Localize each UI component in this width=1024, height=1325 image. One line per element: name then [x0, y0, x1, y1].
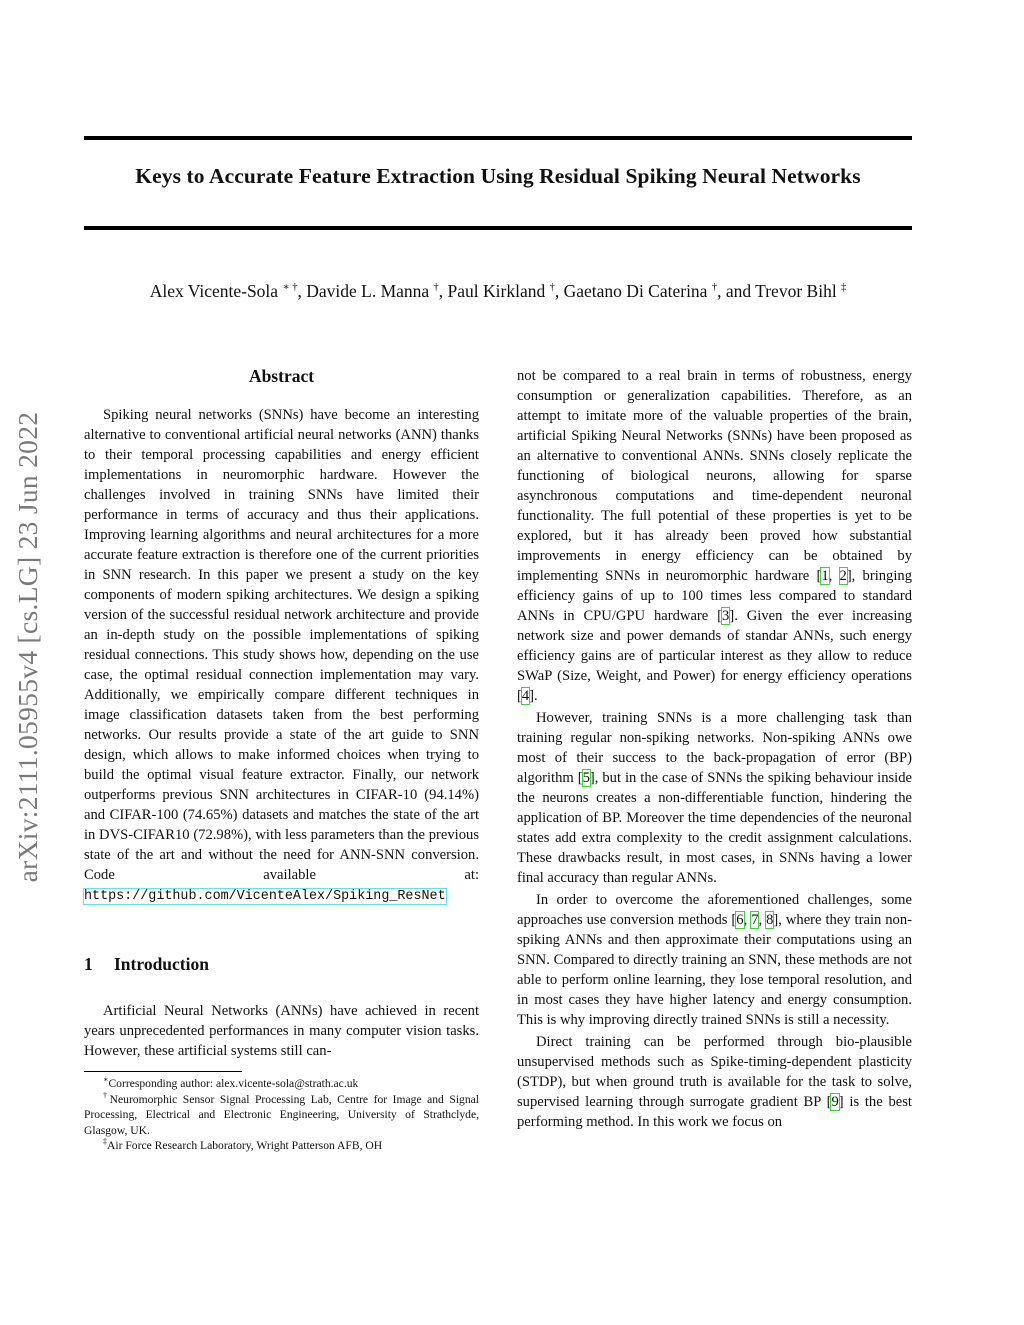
body-text: Direct training can be performed through bio-plausible unsupervised methods such as Spike-timing-dependent plasticity (STDP), but when ground truth is available for the task to solve, supervised learning through surrogate gradient BP [ [517, 1034, 912, 1110]
body-text: ], where they train non-spiking ANNs and then approximate their computations using an SNN. Compared to directly training an SNN, these methods are not able to perform online learning, they lose temporal resolution, and in most cases they have higher latency and energy consumption. This is why improving directly trained SNNs is still a necessity. [517, 912, 913, 1028]
author-name: Gaetano Di Caterina [563, 281, 708, 301]
footnote-rule [84, 1071, 242, 1072]
footnote-text: Corresponding author: alex.vicente-sola@strath.ac.uk [108, 1077, 359, 1090]
title-top-rule [84, 136, 912, 140]
affiliation-mark: ‡ [841, 282, 847, 293]
footnote [84, 1076, 479, 1092]
body-paragraph [517, 890, 912, 1030]
citation-separator: , [743, 912, 752, 928]
citation-link[interactable]: 5 [582, 770, 590, 786]
body-text: ] is the best performing method. In this work we focus on [517, 1094, 912, 1130]
abstract-heading: Abstract [248, 366, 315, 386]
body-text: However, training SNNs is a more challenging task than training regular non-spiking networks. Non-spiking ANNs owe most of their success to the back-propagation of error (BP) algorithm [ [517, 710, 912, 786]
citation-link[interactable]: 8 [766, 912, 774, 928]
body-text: ]. [529, 688, 538, 704]
body-text: not be compared to a real brain in terms of robustness, energy consumption or generalization capabilities. Therefore, as an attempt to imitate more of the valuable properties of the brain, artificial Spiking Neural Networks (SNNs) have been proposed as an alternative to conventional ANNs. SNNs closely replicate the functioning of biological neurons, allowing for sparse asynchronous computations and time-dependent neuronal functionality. The full potential of these properties is yet to be explored, but it has already been proved how substantial improvements in energy efficiency can be obtained by implementing SNNs in neuromorphic hardware [ [517, 368, 912, 584]
citation-link[interactable]: 2 [839, 568, 847, 584]
body-paragraph [517, 708, 912, 888]
footnote-mark: ‡ [103, 1137, 107, 1146]
body-text: In order to overcome the aforementioned challenges, some approaches use conversion methods [ [517, 892, 912, 928]
citation-link[interactable]: 6 [736, 912, 744, 928]
author-name: Davide L. Manna [306, 281, 430, 301]
footnote [84, 1092, 479, 1139]
author-name: Alex Vicente-Sola [149, 281, 279, 301]
footnote [84, 1138, 479, 1154]
footnote-text: Air Force Research Laboratory, Wright Patterson AFB, OH [107, 1139, 383, 1152]
citation-link[interactable]: 4 [521, 688, 530, 704]
author-name: Paul Kirkland [447, 281, 546, 301]
author-separator: , [554, 281, 564, 301]
body-text: ], bringing efficiency gains of up to 100 times less compared to standard ANNs in CPU/GPU hardware [ [517, 568, 912, 624]
abstract-body [84, 405, 479, 907]
intro-paragraph: Artificial Neural Networks (ANNs) have achieved in recent years unprecedented performances in many computer vision tasks. However, these artificial systems still can- [84, 1003, 479, 1059]
citation-link[interactable]: 9 [831, 1094, 839, 1110]
code-url-link[interactable]: https://github.com/VicenteAlex/Spiking_ResNet [84, 889, 446, 904]
author-name: Trevor Bihl [755, 281, 837, 301]
citation-link[interactable]: 1 [821, 568, 829, 584]
body-paragraph [517, 366, 912, 706]
author-separator: , and [717, 281, 756, 301]
body-text: ]. Given the ever increasing network size and power demands of standar ANNs, such energy efficiency gains are of particular interest as they allow to reduce SWaP (Size, Weight, and Power) for energy efficiency operations [ [517, 608, 912, 704]
abstract-text: Spiking neural networks (SNNs) have become an interesting alternative to conventional artificial neural networks (ANN) thanks to their temporal processing capabilities and energy efficient implementations in neuromorphic hardware. However the challenges involved in training SNNs have limited their performance in terms of accuracy and thus their applications. Improving learning algorithms and neural architectures for a more accurate feature extraction is therefore one of the current priorities in SNN research. In this paper we present a study on the key components of modern spiking architectures. We design a spiking version of the successful residual network architecture and provide an in-depth study on the possible implementations of spiking residual connections. This study shows how, depending on the use case, the optimal residual connection implementation may vary. Additionally, we empirically compare different techniques in image classification datasets taken from the best performing networks. Our results provide a state of the art guide to SNN design, which allows to make informed choices when trying to build the optimal visual feature extractor. Finally, our network outperforms previous SNN architectures in CIFAR-10 (94.14%) and CIFAR-100 (74.65%) datasets and matches the state of the art in DVS-CIFAR10 (72.98%), with less parameters than the previous state of the art and without the need for ANN-SNN conversion. Code available at: [84, 407, 479, 883]
affiliation-mark: ∗ † [282, 282, 298, 293]
author-separator: , [438, 281, 448, 301]
left-column [84, 364, 479, 1154]
citation-link[interactable]: 3 [722, 608, 730, 624]
author-separator: , [297, 281, 307, 301]
author-list [84, 281, 912, 302]
body-paragraph [517, 1032, 912, 1132]
citation-separator: , [758, 912, 767, 928]
citation-link[interactable]: 7 [751, 912, 759, 928]
affiliation-mark: † [549, 282, 555, 293]
paper-title: Keys to Accurate Feature Extraction Using Residual Spiking Neural Networks [135, 164, 861, 188]
right-column [517, 366, 912, 1132]
footnote-mark: ∗ [103, 1075, 109, 1084]
section-title: Introduction [114, 954, 209, 974]
arxiv-identifier-stamp: arXiv:2111.05955v4 [cs.LG] 23 Jun 2022 [12, 411, 43, 883]
title-bottom-rule [84, 226, 912, 230]
section-heading-introduction [84, 952, 479, 976]
affiliation-mark: † [433, 282, 439, 293]
section-number: 1 [84, 954, 93, 974]
citation-separator: , [828, 568, 840, 584]
affiliation-mark: † [711, 282, 718, 293]
footnote-text: Neuromorphic Sensor Signal Processing Lab, Centre for Image and Signal Processing, Electrical and Electronic Engineering, University of Strathclyde, Glasgow, UK. [84, 1092, 479, 1137]
body-text: ], but in the case of SNNs the spiking behaviour inside the neurons creates a non-differentiable function, hindering the application of BP. Moreover the time dependencies of the neuronal states add extra complexity to the credit assignment calculations. These drawbacks result, in most cases, in SNNs having a lower final accuracy than regular ANNs. [517, 770, 912, 886]
footnote-mark: † [103, 1090, 110, 1100]
